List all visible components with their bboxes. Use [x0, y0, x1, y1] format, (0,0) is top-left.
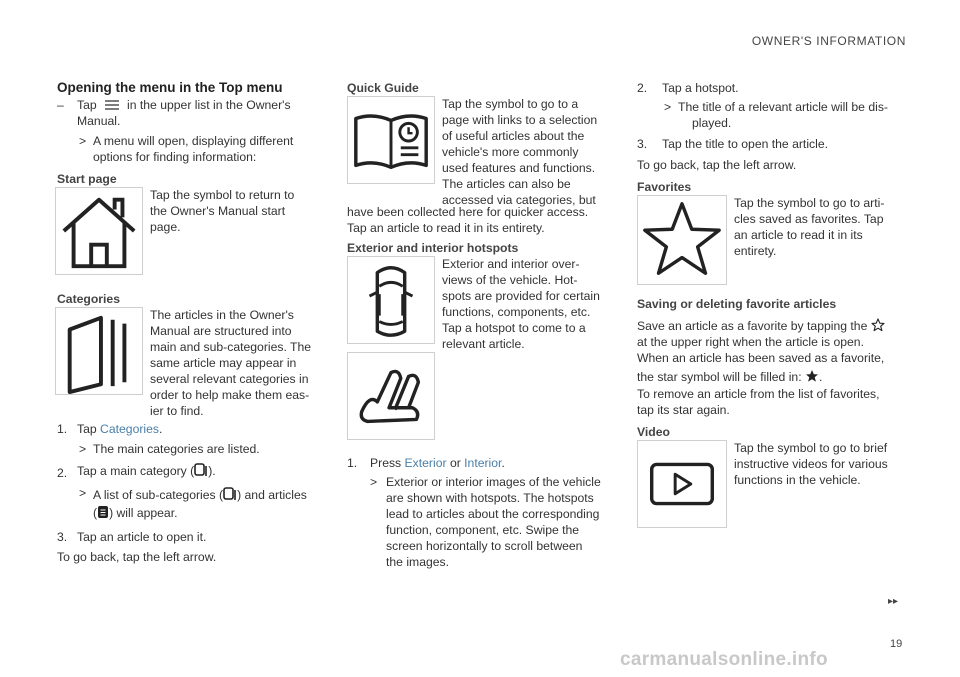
result-marker: > [79, 486, 87, 500]
save-heading: Saving or deleting favorite articles [637, 297, 837, 311]
exterior-link[interactable]: Exterior [404, 456, 447, 470]
c2-step-1-num: 1. [347, 456, 358, 470]
remove-text: To remove an article from the list of favorites, tap its star again. [637, 387, 880, 417]
hotspots-text: Exterior and interior over- views of the vehicle. Hot- spots are provided for certain functions, components, etc. Tap a hotspot to come to a relevant article. [442, 257, 600, 351]
favorites-text: Tap the symbol to go to arti- cles saved as favorites. Tap an article to read it in its entirety. [734, 196, 885, 258]
result-marker: > [79, 442, 87, 456]
c3-step-2-result: The title of a relevant article will be dis- played. [678, 100, 888, 130]
start-page-text: Tap the symbol to return to the Owner's Manual start page. [150, 188, 295, 234]
star-outline-icon [871, 318, 885, 332]
section-title: Opening the menu in the Top menu [57, 80, 283, 95]
step-text: in the upper list in the Owner's [127, 98, 291, 112]
article-icon [97, 505, 109, 519]
c3-step-3: Tap the title to open the article. [662, 137, 828, 151]
sub-category-icon [223, 487, 237, 501]
step-1-result: The main categories are listed. [93, 442, 260, 456]
step-3-num: 3. [57, 530, 68, 544]
favorites-heading: Favorites [637, 180, 692, 194]
quick-guide-heading: Quick Guide [347, 81, 419, 95]
result-marker: > [370, 475, 378, 489]
step-tap: Tap [77, 98, 97, 112]
step-dash: – [57, 98, 64, 112]
c3-back-note: To go back, tap the left arrow. [637, 158, 797, 172]
step-2: Tap a main category ( ). [77, 464, 216, 478]
section-header: OWNER'S INFORMATION [751, 34, 906, 48]
video-heading: Video [637, 425, 670, 439]
categories-text: The articles in the Owner's Manual are structured into main and sub-categories. The same article may appear in several relevant categories in order to help make them eas- ier to find. [150, 308, 312, 418]
hotspots-heading: Exterior and interior hotspots [347, 241, 519, 255]
menu-icon [104, 99, 120, 111]
step-2-num: 2. [57, 466, 68, 480]
step-1: Tap Categories. [77, 422, 163, 436]
c2-step-1-result: Exterior or interior images of the vehicle are shown with hotspots. The hotspots lead to articles about the corresponding function, component, etc. Swipe the screen horizontally to scroll between the images. [386, 475, 601, 569]
step-2-result: A list of sub-categories ( ) and articles [93, 488, 307, 502]
star-filled-icon [805, 369, 819, 383]
video-text: Tap the symbol to go to brief instructive videos for various functions in the vehicle. [734, 441, 888, 487]
save-text: Save an article as a favorite by tapping the at the upper right when the article is open. When an article has been saved as a favorite, the star symbol will be filled in: . [637, 319, 885, 384]
categories-icon [55, 307, 143, 395]
back-note: To go back, tap the left arrow. [57, 550, 217, 564]
categories-link[interactable]: Categories [100, 422, 159, 436]
page-number: 19 [890, 638, 903, 650]
quick-guide-text: Tap the symbol to go to a page with links to a selection of useful articles about the vehicle's more commonly used features and functions. The articles can also be accessed via categories, but [442, 97, 598, 207]
c2-step-1: Press Exterior or Interior. [370, 456, 505, 470]
seat-icon [347, 352, 435, 440]
c3-step-2-num: 2. [637, 81, 648, 95]
result-marker: > [79, 134, 87, 148]
quick-guide-text-full: have been collected here for quicker access. Tap an article to read it in its entirety. [347, 205, 589, 235]
result-text-2: options for finding information: [93, 150, 257, 164]
step-3: Tap an article to open it. [77, 530, 207, 544]
home-icon [55, 187, 143, 275]
category-icon [194, 463, 208, 477]
step-1-num: 1. [57, 422, 68, 436]
star-icon [637, 195, 727, 285]
result-marker: > [664, 100, 672, 114]
next-page-marker: ▸▸ [888, 596, 899, 607]
result-text: A menu will open, displaying different [93, 134, 294, 148]
video-icon [637, 440, 727, 528]
interior-link[interactable]: Interior [464, 456, 502, 470]
quick-guide-icon [347, 96, 435, 184]
watermark: carmanualsonline.info [620, 649, 828, 670]
start-page-heading: Start page [57, 172, 117, 186]
c3-step-2: Tap a hotspot. [662, 81, 739, 95]
step-2-result-2: ( ) will appear. [93, 506, 178, 520]
step-text-2: Manual. [77, 114, 121, 128]
categories-heading: Categories [57, 292, 120, 306]
c3-step-3-num: 3. [637, 137, 648, 151]
car-top-view-icon [347, 256, 435, 344]
